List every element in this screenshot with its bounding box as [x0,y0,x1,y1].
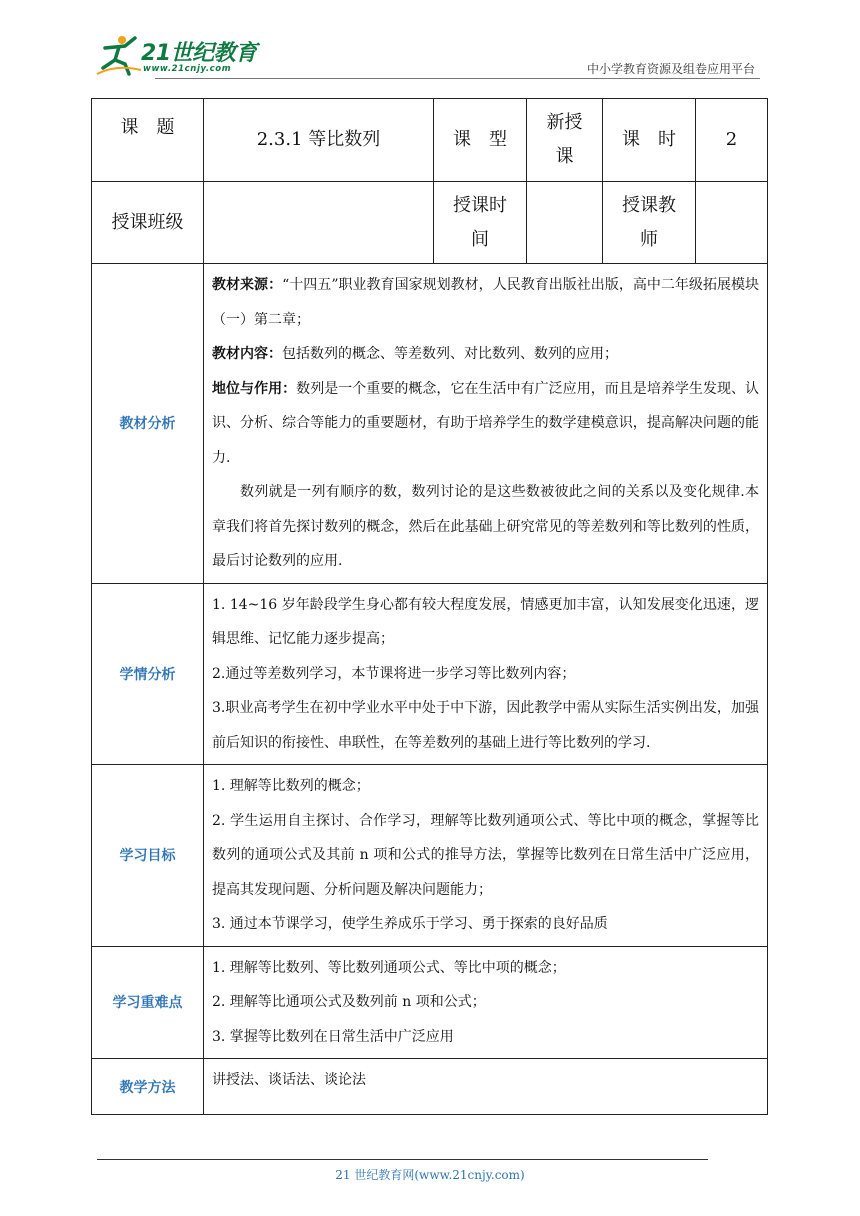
paragraph: 3. 通过本节课学习，使学生养成乐于学习、勇于探索的良好品质 [212,916,608,932]
section-content [204,765,768,947]
paragraph: 教材来源：“十四五”职业教育国家规划教材，人民教育出版社出版，高中二年级拓展模块（一）第二章； [212,277,760,328]
topic-label: 课 题 [92,99,204,182]
topic-value: 2.3.1 等比数列 [204,99,434,182]
section-label: 学习重难点 [92,946,204,1059]
header-divider [155,78,760,79]
section-content [204,583,768,765]
header-tagline: 中小学教育资源及组卷应用平台 [586,62,755,76]
paragraph: 2. 理解等比通项公式及数列前 n 项和公式； [212,994,486,1010]
teacher-label: 授课教师 [603,182,696,264]
table-row-lesson-info [92,99,768,182]
class-label: 授课班级 [92,182,204,264]
hours-label: 课 时 [603,99,696,182]
runner-logo-icon [95,34,143,76]
table-row-class-info [92,182,768,264]
section-label: 教学方法 [92,1059,204,1115]
table-row-teaching-methods [92,1059,768,1115]
paragraph: 2. 学生运用自主探讨、合作学习，理解等比数列通项公式、等比中项的概念，掌握等比数列的通项公式及其前 n 项和公式的推导方法，掌握等比数列在日常生活中广泛应用，提高其发现问题、分析问题及解决问题能力； [212,812,759,898]
paragraph: 1. 14~16 岁年龄段学生身心都有较大程度发展，情感更加丰富，认知发展变化迅速，逻辑思维、记忆能力逐步提高； [212,596,759,647]
teacher-value[interactable] [696,182,768,264]
time-value[interactable] [527,182,603,264]
type-label: 课 型 [434,99,527,182]
section-label: 教材分析 [92,264,204,584]
logo-subtitle: www.21cnjy.com [143,64,232,74]
footer-link[interactable]: 21 世纪教育网(www.21cnjy.com) [335,1168,525,1182]
table-row-key-points [92,946,768,1059]
section-label: 学情分析 [92,583,204,765]
paragraph: 讲授法、谈话法、谈论法 [212,1072,366,1088]
page-header [95,28,760,78]
hours-value: 2 [696,99,768,182]
section-content [204,1059,768,1115]
logo-title: 21世纪教育 [141,41,257,66]
paragraph: 教材内容：包括数列的概念、等差数列、对比数列、数列的应用； [212,346,618,362]
table-row-textbook-analysis [92,264,768,584]
site-logo[interactable] [95,34,265,76]
paragraph: 2.通过等差数列学习，本节课将进一步学习等比数列内容； [212,665,576,682]
time-label: 授课时间 [434,182,527,264]
table-row-learning-goals [92,765,768,947]
paragraph: 地位与作用：数列是一个重要的概念，它在生活中有广泛应用，而且是培养学生发现、认识、分析、综合等能力的重要题材，有助于培养学生的数学建模意识，提高解决问题的能力. [212,380,760,466]
section-content [204,946,768,1059]
class-value[interactable] [204,182,434,264]
paragraph: 3. 掌握等比数列在日常生活中广泛应用 [212,1028,454,1045]
type-value: 新授课 [527,99,603,182]
footer-divider [97,1159,708,1160]
paragraph: 1. 理解等比数列、等比数列通项公式、等比中项的概念； [212,959,566,976]
paragraph: 1. 理解等比数列的概念； [212,778,370,794]
table-row-student-analysis [92,583,768,765]
section-content [204,264,768,584]
paragraph: 3.职业高考学生在初中学业水平中处于中下游，因此教学中需从实际生活实例出发，加强前后知识的衔接性、串联性，在等差数列的基础上进行等比数列的学习. [212,700,759,751]
lesson-plan-table [91,98,768,1115]
section-label: 学习目标 [92,765,204,947]
paragraph: 数列就是一列有顺序的数，数列讨论的是这些数被彼此之间的关系以及变化规律.本章我们将首先探讨数列的概念，然后在此基础上研究常见的等差数列和等比数列的性质，最后讨论数列的应用. [212,484,759,569]
